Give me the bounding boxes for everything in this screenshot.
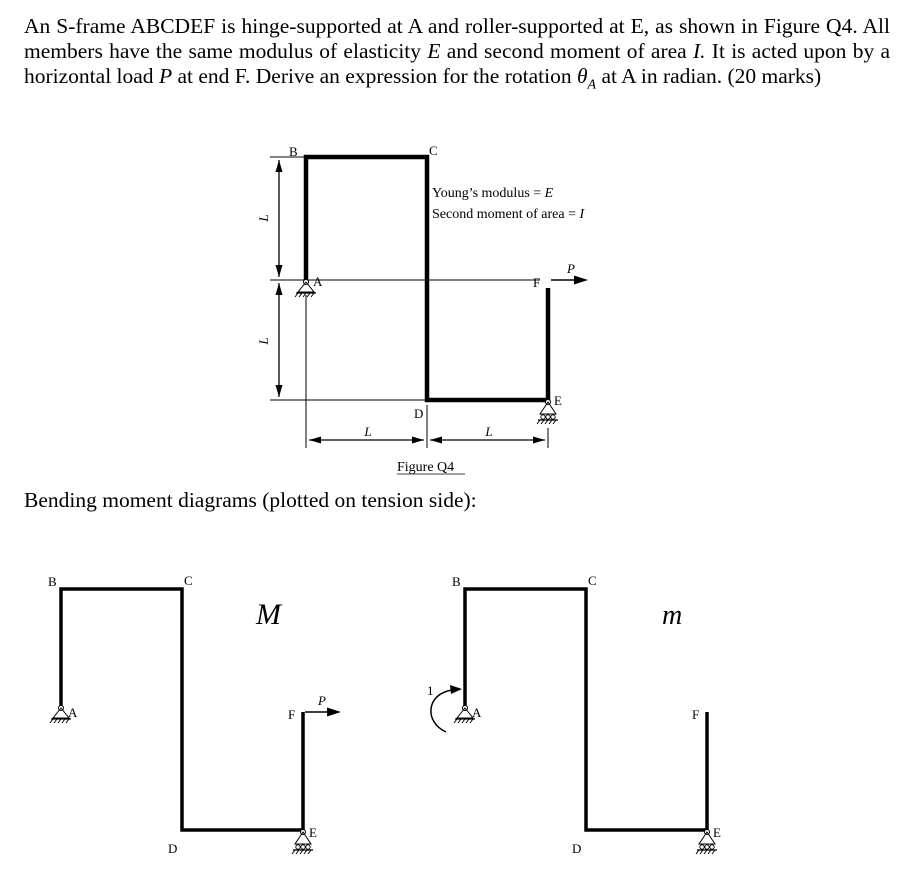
label-b: B: [289, 144, 298, 159]
dimension-ad-label: L: [256, 337, 271, 345]
dimension-de-arrow-right: [533, 437, 545, 444]
unit-moment-label: 1: [427, 683, 434, 698]
load-label-p-m: P: [318, 693, 326, 708]
label-f: F: [533, 275, 541, 290]
dimension-ab-label: L: [256, 214, 271, 222]
label-b-m-unit: B: [452, 574, 461, 589]
load-label-p: P: [567, 261, 575, 276]
property-second-moment: Second moment of area = I: [432, 207, 585, 222]
unit-moment-arrow-head: [450, 685, 462, 694]
diagram-m-title: M: [256, 598, 281, 631]
dimension-ad-arrow-bottom: [276, 385, 283, 397]
diagram-m-unit-title: m: [662, 600, 683, 631]
dimension-ab-arrow-bottom: [276, 265, 283, 277]
question-text: An S-frame ABCDEF is hinge-supported at A and roller-supported at E, as shown in Figure Q4. All members have the same modulus of elasticity E and second moment of area I. It is acted upon by a horizontal load P at end F. Derive an expression for the rotation $\theta_A$ at A in radian. (20 marks): [24, 14, 891, 93]
label-c-m: C: [184, 573, 193, 588]
label-e-m-unit: E: [713, 825, 721, 840]
label-d-m-unit: D: [572, 841, 582, 856]
label-f-m: F: [288, 707, 296, 722]
label-a-m-unit: A: [472, 705, 482, 720]
diagram-m-unit: [427, 573, 721, 856]
bending-moment-heading: Bending moment diagrams (plotted on tension side):: [24, 488, 477, 512]
label-b-m: B: [48, 574, 57, 589]
label-c-m-unit: C: [588, 573, 597, 588]
label-d-m: D: [168, 841, 178, 856]
label-a-m: A: [68, 705, 78, 720]
label-e: E: [554, 393, 562, 408]
dimension-ab-arrow-top: [276, 160, 283, 172]
label-f-m-unit: F: [692, 707, 700, 722]
dimension-de-arrow-left: [430, 437, 442, 444]
load-arrow-p-head: [574, 276, 588, 285]
figure-q4: [256, 143, 588, 475]
dimension-de-label: L: [485, 424, 493, 439]
label-a: A: [313, 274, 323, 289]
property-youngs-modulus: Young’s modulus = E: [432, 186, 554, 201]
label-e-m: E: [309, 825, 317, 840]
dimension-cd-label: L: [364, 424, 372, 439]
load-arrow-p-m-head: [327, 708, 341, 717]
dimension-cd-arrow-right: [412, 437, 424, 444]
dimension-cd-arrow-left: [309, 437, 321, 444]
diagram-m: [48, 573, 341, 856]
unit-moment-arc: [431, 690, 452, 732]
figure-caption: Figure Q4: [397, 460, 455, 475]
label-d: D: [414, 406, 424, 421]
dimension-ad-arrow-top: [276, 283, 283, 295]
label-c: C: [429, 143, 438, 158]
